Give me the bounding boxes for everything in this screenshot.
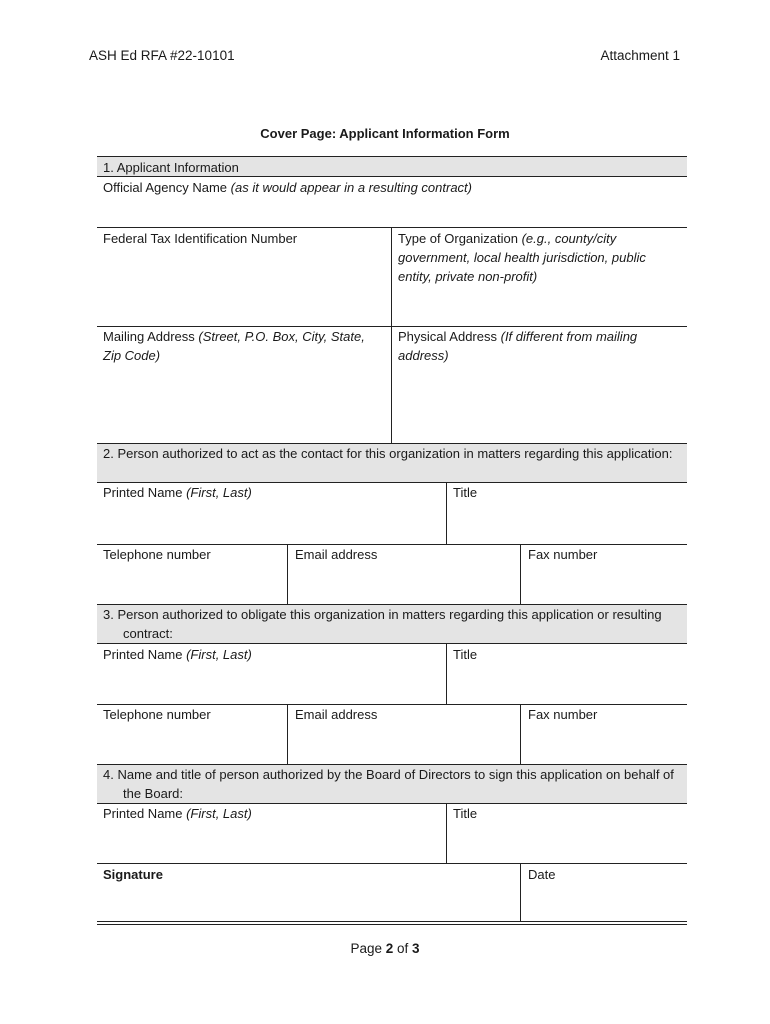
printed-name-label: Printed Name xyxy=(103,485,187,500)
printed-name-label: Printed Name xyxy=(103,806,187,821)
page-of: of xyxy=(393,941,413,956)
physical-address-hint: (If different from mailing address) xyxy=(398,329,638,363)
section-3-heading: 3. Person authorized to obligate this organization in matters regarding this application or resulting contract: xyxy=(103,607,662,641)
column-divider xyxy=(520,704,521,764)
obligate-title-field[interactable]: Title xyxy=(453,647,478,662)
column-divider xyxy=(287,704,288,764)
column-divider xyxy=(446,803,447,863)
divider xyxy=(97,924,687,925)
column-divider xyxy=(287,544,288,604)
physical-address-field[interactable] xyxy=(398,327,678,365)
mailing-address-field[interactable] xyxy=(103,327,385,365)
agency-name-label: Official Agency Name xyxy=(103,180,231,195)
signer-title-field[interactable]: Title xyxy=(453,806,478,821)
column-divider xyxy=(391,227,392,443)
contact-title-field[interactable]: Title xyxy=(453,485,478,500)
column-divider xyxy=(446,482,447,544)
divider xyxy=(97,227,687,228)
section-2-heading: 2. Person authorized to act as the contact for this organization in matters regarding this application: xyxy=(103,446,673,461)
agency-name-field[interactable] xyxy=(103,178,663,197)
agency-name-hint: (as it would appear in a resulting contract) xyxy=(230,180,473,195)
date-field[interactable]: Date xyxy=(528,867,556,882)
mailing-address-label: Mailing Address xyxy=(103,329,199,344)
divider xyxy=(97,921,687,922)
divider xyxy=(97,643,687,644)
physical-address-label: Physical Address xyxy=(398,329,501,344)
mailing-address-hint: (Street, P.O. Box, City, State, Zip Code) xyxy=(103,329,365,363)
page-prefix: Page xyxy=(350,941,386,956)
section-4-heading: 4. Name and title of person authorized by the Board of Directors to sign this application on behalf of the Board: xyxy=(103,767,674,801)
organization-type-field[interactable] xyxy=(398,229,678,286)
signature-field[interactable]: Signature xyxy=(103,867,163,882)
header-rfa-number: ASH Ed RFA #22-10101 xyxy=(89,48,235,63)
printed-name-hint: (First, Last) xyxy=(186,806,252,821)
printed-name-hint: (First, Last) xyxy=(186,647,252,662)
page-number xyxy=(0,941,770,956)
section-1-heading: 1. Applicant Information xyxy=(103,160,239,175)
divider xyxy=(97,156,687,157)
divider xyxy=(97,863,687,864)
organization-type-label: Type of Organization xyxy=(398,231,522,246)
contact-fax-field[interactable]: Fax number xyxy=(528,547,598,562)
contact-telephone-field[interactable]: Telephone number xyxy=(103,547,211,562)
signer-printed-name-field[interactable] xyxy=(103,804,433,823)
contact-printed-name-field[interactable] xyxy=(103,483,433,502)
column-divider xyxy=(520,544,521,604)
printed-name-hint: (First, Last) xyxy=(186,485,252,500)
column-divider xyxy=(446,643,447,704)
obligate-telephone-field[interactable]: Telephone number xyxy=(103,707,211,722)
contact-email-field[interactable]: Email address xyxy=(295,547,378,562)
obligate-fax-field[interactable]: Fax number xyxy=(528,707,598,722)
obligate-printed-name-field[interactable] xyxy=(103,645,433,664)
printed-name-label: Printed Name xyxy=(103,647,187,662)
page-current: 2 xyxy=(385,941,394,956)
page-total: 3 xyxy=(412,941,420,956)
tax-id-field[interactable]: Federal Tax Identification Number xyxy=(103,231,298,246)
organization-type-hint: (e.g., county/city government, local health jurisdiction, public entity, private non-profit) xyxy=(398,231,646,284)
obligate-email-field[interactable]: Email address xyxy=(295,707,378,722)
page-title: Cover Page: Applicant Information Form xyxy=(260,126,510,141)
header-attachment: Attachment 1 xyxy=(600,48,680,63)
column-divider xyxy=(520,863,521,922)
